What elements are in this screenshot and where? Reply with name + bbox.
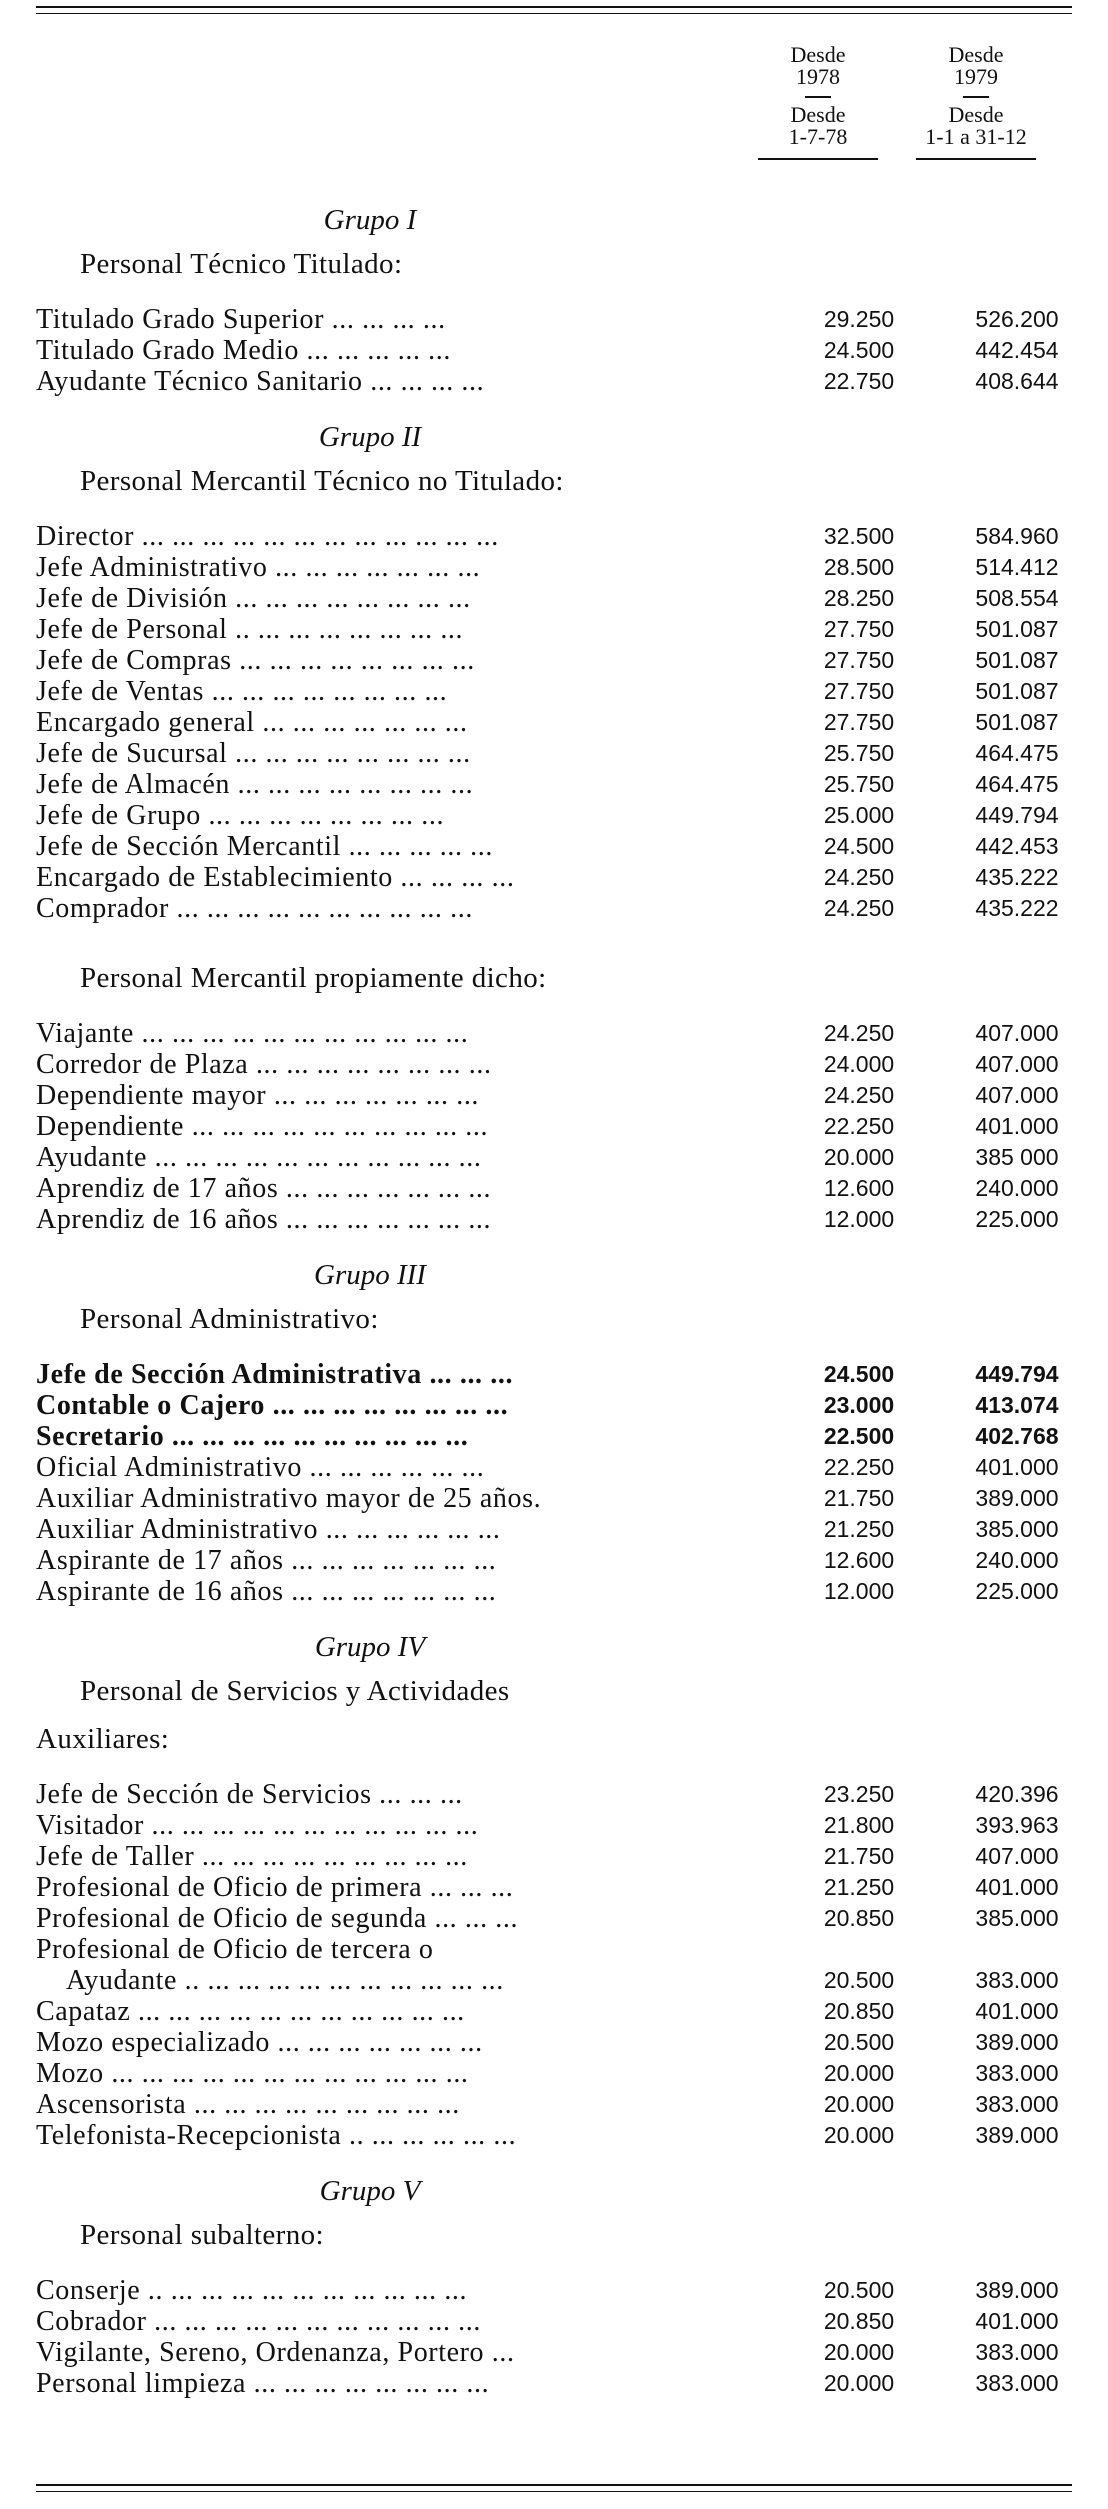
table-row (36, 1080, 1072, 1111)
job-title: Jefe de Personal .. ... ... ... ... ... ... ... (36, 614, 464, 645)
col2-top-label: Desde (948, 42, 1004, 67)
job-title: Jefe de Sección de Servicios ... ... ... (36, 1779, 463, 1810)
job-title: Comprador ... ... ... ... ... ... ... ... ... ... (36, 893, 473, 924)
value-1978: 28.250 (823, 585, 895, 611)
job-title: Corredor de Plaza ... ... ... ... ... ... ... ... (36, 1049, 492, 1080)
table-row (36, 1779, 1072, 1810)
job-title: Telefonista-Recepcionista .. ... ... ... ... ... (36, 2120, 517, 2151)
table-row (36, 1996, 1072, 2027)
table-row (36, 1421, 1072, 1452)
value-1978: 20.000 (823, 2060, 895, 2086)
job-title: Titulado Grado Medio ... ... ... ... ... (36, 335, 451, 366)
table-row (36, 2027, 1072, 2058)
value-1979: 401.000 (975, 1998, 1059, 2024)
table-row (36, 800, 1072, 831)
job-title: Mozo especializado ... ... ... ... ... ... ... (36, 2027, 483, 2058)
value-1979: 401.000 (975, 2308, 1059, 2334)
value-1979: 389.000 (975, 1485, 1059, 1511)
value-1978: 20.500 (823, 2029, 895, 2055)
job-title: Profesional de Oficio de tercera o (36, 1934, 434, 1965)
job-title: Auxiliar Administrativo mayor de 25 años. (36, 1483, 542, 1514)
value-1979: 464.475 (975, 740, 1059, 766)
job-title: Auxiliar Administrativo ... ... ... ... ... ... (36, 1514, 501, 1545)
value-1978: 27.750 (823, 709, 895, 735)
value-1978: 24.250 (823, 1020, 895, 1046)
value-1979: 240.000 (975, 1547, 1059, 1573)
value-1979: 389.000 (975, 2122, 1059, 2148)
value-1978: 20.000 (823, 1144, 895, 1170)
col1-bottom-period: 1-7-78 (788, 124, 848, 149)
value-1978: 20.000 (823, 2091, 895, 2117)
table-row (36, 1390, 1072, 1421)
table-row (36, 769, 1072, 800)
value-1978: 24.000 (823, 1051, 895, 1077)
value-1979: 389.000 (975, 2029, 1059, 2055)
value-1979: 501.087 (975, 647, 1059, 673)
job-title: Profesional de Oficio de segunda ... ... ... (36, 1903, 519, 1934)
value-1979: 385 000 (975, 1144, 1059, 1170)
category-title: Personal Administrativo: (80, 1303, 379, 1335)
job-title: Cobrador ... ... ... ... ... ... ... ... ... ... ... (36, 2306, 481, 2337)
job-title: Ayudante .. ... ... ... ... ... ... ... ... ... ... (66, 1965, 504, 1996)
job-title: Titulado Grado Superior ... ... ... ... (36, 304, 446, 335)
table-row (36, 1483, 1072, 1514)
value-1979: 385.000 (975, 1905, 1059, 1931)
value-1979: 407.000 (975, 1051, 1059, 1077)
table-row (36, 521, 1072, 552)
value-1978: 22.250 (823, 1113, 895, 1139)
table-row (36, 1452, 1072, 1483)
job-title: Jefe de Almacén ... ... ... ... ... ... ... ... (36, 769, 474, 800)
table-row (36, 2275, 1072, 2306)
table-row (36, 366, 1072, 397)
table-row (36, 2058, 1072, 2089)
col2-top-year: 1979 (954, 64, 998, 89)
table-row (36, 1173, 1072, 1204)
value-1978: 24.500 (823, 1361, 895, 1387)
group-title: Grupo IV (314, 1631, 426, 1663)
job-title: Mozo ... ... ... ... ... ... ... ... ... ... ... ... (36, 2058, 469, 2089)
value-1979: 435.222 (975, 895, 1059, 921)
value-1979: 401.000 (975, 1874, 1059, 1900)
value-1978: 21.250 (823, 1516, 895, 1542)
top-rule-thin (36, 13, 1072, 14)
col2-bottom-label: Desde (948, 102, 1004, 127)
job-title: Contable o Cajero ... ... ... ... ... ... ... ... (36, 1390, 509, 1421)
value-1978: 20.500 (823, 2277, 895, 2303)
table-row (36, 304, 1072, 335)
table-row (36, 1810, 1072, 1841)
job-title: Director ... ... ... ... ... ... ... ... ... ... ... ... (36, 521, 499, 552)
top-rule (36, 6, 1072, 8)
job-title: Vigilante, Sereno, Ordenanza, Portero ... (36, 2337, 515, 2368)
col1-bottom-label: Desde (790, 102, 846, 127)
value-1978: 12.600 (823, 1547, 895, 1573)
value-1978: 24.500 (823, 337, 895, 363)
value-1979: 420.396 (975, 1781, 1059, 1807)
table-row (36, 831, 1072, 862)
value-1979: 584.960 (975, 523, 1059, 549)
job-title: Jefe de División ... ... ... ... ... ... ... ... (36, 583, 471, 614)
value-1978: 25.000 (823, 802, 895, 828)
value-1978: 22.250 (823, 1454, 895, 1480)
table-row (36, 862, 1072, 893)
column-header-1979 (896, 44, 1056, 160)
value-1978: 29.250 (823, 306, 895, 332)
job-title: Jefe de Compras ... ... ... ... ... ... ... ... (36, 645, 475, 676)
value-1979: 449.794 (975, 1361, 1059, 1387)
category-title: Personal Mercantil Técnico no Titulado: (80, 465, 564, 497)
table-row (36, 614, 1072, 645)
value-1979: 514.412 (975, 554, 1059, 580)
value-1979: 383.000 (975, 2370, 1059, 2396)
group-title: Grupo II (318, 421, 422, 453)
job-title: Ayudante ... ... ... ... ... ... ... ... ... ... ... (36, 1142, 482, 1173)
value-1978: 12.000 (823, 1578, 895, 1604)
table-row (36, 1934, 1072, 1965)
value-1979: 442.453 (975, 833, 1059, 859)
value-1979: 442.454 (975, 337, 1059, 363)
value-1978: 21.750 (823, 1485, 895, 1511)
table-row (36, 1545, 1072, 1576)
value-1979: 401.000 (975, 1454, 1059, 1480)
value-1979: 526.200 (975, 306, 1059, 332)
job-title: Aspirante de 16 años ... ... ... ... ... ... ... (36, 1576, 497, 1607)
table-row (36, 1049, 1072, 1080)
value-1978: 22.500 (823, 1423, 895, 1449)
job-title: Aspirante de 17 años ... ... ... ... ... ... ... (36, 1545, 497, 1576)
table-row (36, 645, 1072, 676)
table-row (36, 1018, 1072, 1049)
job-title: Encargado general ... ... ... ... ... ... ... (36, 707, 468, 738)
value-1979: 435.222 (975, 864, 1059, 890)
value-1978: 20.000 (823, 2122, 895, 2148)
job-title: Ascensorista ... ... ... ... ... ... ... ... ... (36, 2089, 460, 2120)
table-row (36, 1111, 1072, 1142)
value-1978: 20.850 (823, 1998, 895, 2024)
table-row (36, 2337, 1072, 2368)
col1-dash (805, 96, 831, 98)
column-header-1978 (738, 44, 898, 160)
value-1979: 501.087 (975, 616, 1059, 642)
table-row (36, 1872, 1072, 1903)
value-1979: 501.087 (975, 678, 1059, 704)
value-1978: 20.000 (823, 2370, 895, 2396)
value-1978: 32.500 (823, 523, 895, 549)
table-row (36, 1204, 1072, 1235)
job-title: Oficial Administrativo ... ... ... ... ... ... (36, 1452, 485, 1483)
value-1978: 20.000 (823, 2339, 895, 2365)
value-1979: 449.794 (975, 802, 1059, 828)
value-1979: 389.000 (975, 2277, 1059, 2303)
job-title: Jefe de Sucursal ... ... ... ... ... ... ... ... (36, 738, 471, 769)
table-row (36, 583, 1072, 614)
table-row (36, 552, 1072, 583)
value-1978: 27.750 (823, 647, 895, 673)
table-row (36, 707, 1072, 738)
value-1979: 407.000 (975, 1020, 1059, 1046)
table-row (36, 1359, 1072, 1390)
value-1979: 385.000 (975, 1516, 1059, 1542)
job-title: Profesional de Oficio de primera ... ... ... (36, 1872, 514, 1903)
value-1979: 240.000 (975, 1175, 1059, 1201)
value-1978: 21.250 (823, 1874, 895, 1900)
value-1979: 407.000 (975, 1843, 1059, 1869)
table-row (36, 1514, 1072, 1545)
value-1979: 413.074 (975, 1392, 1059, 1418)
value-1978: 25.750 (823, 771, 895, 797)
category-title: Personal Mercantil propiamente dicho: (80, 962, 547, 994)
category-title: Personal Técnico Titulado: (80, 248, 403, 280)
table-row (36, 2368, 1072, 2399)
value-1978: 24.250 (823, 1082, 895, 1108)
col2-dash (963, 96, 989, 98)
value-1978: 12.600 (823, 1175, 895, 1201)
value-1978: 21.800 (823, 1812, 895, 1838)
job-title: Jefe de Taller ... ... ... ... ... ... ... ... ... (36, 1841, 468, 1872)
value-1979: 408.644 (975, 368, 1059, 394)
table-row (36, 1903, 1072, 1934)
col2-underline (916, 158, 1036, 160)
job-title: Viajante ... ... ... ... ... ... ... ... ... ... ... (36, 1018, 469, 1049)
job-title: Encargado de Establecimiento ... ... ... ... (36, 862, 515, 893)
job-title: Capataz ... ... ... ... ... ... ... ... ... ... ... (36, 1996, 465, 2027)
category-subtitle: Auxiliares: (36, 1723, 170, 1755)
category-title: Personal de Servicios y Actividades (80, 1675, 510, 1707)
value-1979: 383.000 (975, 1967, 1059, 1993)
job-title: Aprendiz de 16 años ... ... ... ... ... ... ... (36, 1204, 492, 1235)
col1-top-year: 1978 (796, 64, 840, 89)
value-1978: 12.000 (823, 1206, 895, 1232)
table-row (36, 1965, 1072, 1996)
col2-bottom-period: 1-1 a 31-12 (925, 124, 1027, 149)
group-title: Grupo III (314, 1259, 426, 1291)
value-1979: 508.554 (975, 585, 1059, 611)
job-title: Dependiente ... ... ... ... ... ... ... ... ... ... (36, 1111, 489, 1142)
value-1978: 24.250 (823, 864, 895, 890)
value-1979: 225.000 (975, 1578, 1059, 1604)
job-title: Jefe Administrativo ... ... ... ... ... ... ... (36, 552, 481, 583)
value-1979: 383.000 (975, 2339, 1059, 2365)
table-row (36, 1142, 1072, 1173)
table-row (36, 1576, 1072, 1607)
value-1979: 501.087 (975, 709, 1059, 735)
bottom-rule-thin (36, 2491, 1072, 2492)
job-title: Jefe de Sección Administrativa ... ... ... (36, 1359, 514, 1390)
value-1978: 25.750 (823, 740, 895, 766)
job-title: Personal limpieza ... ... ... ... ... ... ... ... (36, 2368, 490, 2399)
job-title: Dependiente mayor ... ... ... ... ... ... ... (36, 1080, 480, 1111)
value-1979: 464.475 (975, 771, 1059, 797)
table-row (36, 2120, 1072, 2151)
value-1979: 383.000 (975, 2091, 1059, 2117)
job-title: Ayudante Técnico Sanitario ... ... ... ... (36, 366, 485, 397)
job-title: Conserje .. ... ... ... ... ... ... ... ... ... ... (36, 2275, 468, 2306)
value-1978: 24.250 (823, 895, 895, 921)
table-row (36, 893, 1072, 924)
value-1979: 407.000 (975, 1082, 1059, 1108)
value-1978: 28.500 (823, 554, 895, 580)
job-title: Visitador ... ... ... ... ... ... ... ... ... ... ... (36, 1810, 479, 1841)
value-1979: 393.963 (975, 1812, 1059, 1838)
col1-top-label: Desde (790, 42, 846, 67)
job-title: Aprendiz de 17 años ... ... ... ... ... ... ... (36, 1173, 492, 1204)
category-title: Personal subalterno: (80, 2219, 324, 2251)
value-1978: 23.000 (823, 1392, 895, 1418)
value-1978: 20.850 (823, 1905, 895, 1931)
value-1978: 24.500 (823, 833, 895, 859)
job-title: Jefe de Grupo ... ... ... ... ... ... ... ... (36, 800, 445, 831)
value-1978: 27.750 (823, 678, 895, 704)
table-row (36, 676, 1072, 707)
value-1979: 402.768 (975, 1423, 1059, 1449)
value-1978: 27.750 (823, 616, 895, 642)
table-row (36, 738, 1072, 769)
table-row (36, 335, 1072, 366)
value-1978: 23.250 (823, 1781, 895, 1807)
table-row (36, 2089, 1072, 2120)
value-1978: 22.750 (823, 368, 895, 394)
value-1979: 383.000 (975, 2060, 1059, 2086)
job-title: Jefe de Ventas ... ... ... ... ... ... ... ... (36, 676, 448, 707)
value-1978: 20.500 (823, 1967, 895, 1993)
value-1979: 225.000 (975, 1206, 1059, 1232)
table-row (36, 2306, 1072, 2337)
value-1979: 401.000 (975, 1113, 1059, 1139)
bottom-rule (36, 2484, 1072, 2486)
group-title: Grupo I (323, 204, 417, 236)
col1-underline (758, 158, 878, 160)
group-title: Grupo V (319, 2175, 421, 2207)
table-row (36, 1841, 1072, 1872)
value-1978: 20.850 (823, 2308, 895, 2334)
value-1978: 21.750 (823, 1843, 895, 1869)
job-title: Jefe de Sección Mercantil ... ... ... ... ... (36, 831, 493, 862)
job-title: Secretario ... ... ... ... ... ... ... ... ... ... (36, 1421, 469, 1452)
